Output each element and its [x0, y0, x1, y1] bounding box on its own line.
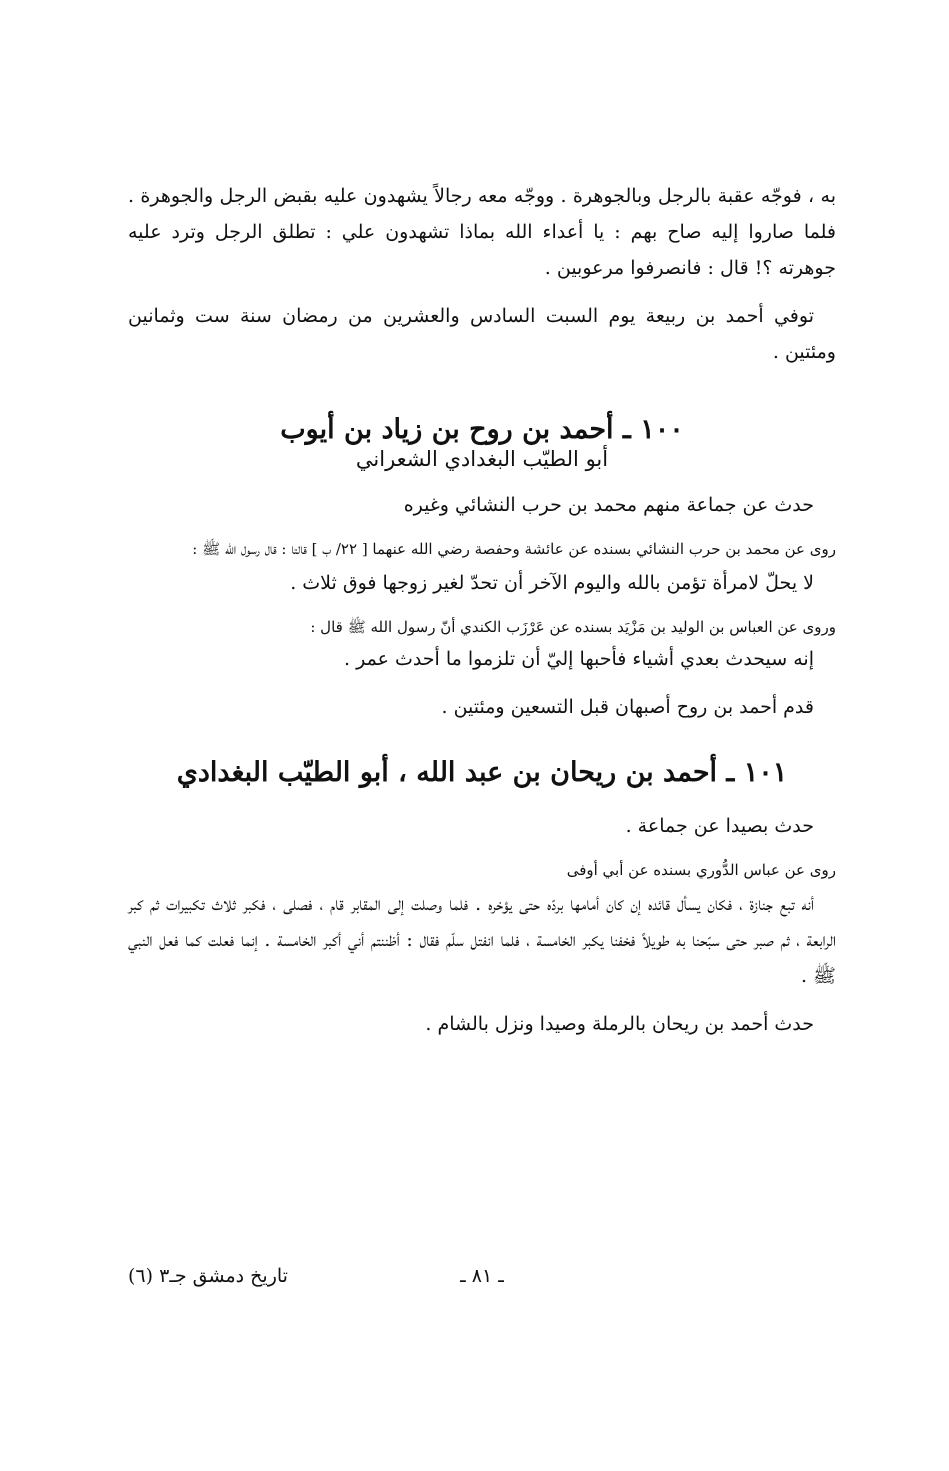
- entry-100-arrival-note: قدم أحمد بن روح أصبهان قبل التسعين ومئتين .: [441, 696, 814, 718]
- entry-101-closing-note: حدث أحمد بن ريحان بالرملة وصيدا ونزل بالشام .: [425, 1013, 814, 1035]
- entry-100-isnad-2: وروى عن العباس بن الوليد بن مَزْيَد بسنده عن عَرْزَب الكندي أنّ رسول الله ﷺ قال :: [310, 618, 836, 636]
- entry-100-subtitle: أبو الطيّب البغدادي الشعراني: [355, 447, 609, 471]
- entry-100-hadith-1: لا يحلّ لامرأة تؤمن بالله واليوم الآخر أن تحدّ لغير زوجها فوق ثلاث .: [290, 572, 814, 594]
- entry-100-narrated-from: حدث عن جماعة منهم محمد بن حرب النشائي وغيره: [403, 494, 814, 516]
- book-source-label: تاريخ دمشق جـ٣ (٦): [128, 1265, 288, 1287]
- entry-101-hadith: أنه تبع جنازة ، فكان يسأل قائده إن كان أمامها بردّه حتى يؤخره . فلما وصلت إلى المقابر قام ، فصلى ، فكبر ثلاث تكبيرات ثم كبر الرابعة ، ثم صبر حتى سبّحنا به طويلاً فخفنا يكبر الخامسة ، فلما انفتل سلّم فقال : أظننتم أني أكبر الخامسة . إنما فعلت كما فعل النبي ﷺ .: [128, 893, 836, 987]
- entry-101-title: ١٠١ ـ أحمد بن ريحان بن عبد الله ، أبو الطيّب البغدادي: [176, 757, 788, 788]
- entry-100-hadith-2: إنه سيحدث بعدي أشياء فأحبها إليّ أن تلزموا ما أحدث عمر .: [344, 648, 814, 670]
- page-footer: [128, 1265, 836, 1299]
- death-note-paragraph: توفي أحمد بن ربيعة يوم السبت السادس والعشرين من رمضان سنة ست وثمانين ومئتين .: [128, 305, 836, 363]
- entry-100-title: ١٠٠ ـ أحمد بن روح بن زياد بن أيوب: [280, 414, 684, 445]
- page-number: ـ ٨١ ـ: [460, 1265, 504, 1287]
- entry-101-narrated-from: حدث بصيدا عن جماعة .: [625, 815, 814, 837]
- page-body: [128, 178, 836, 1042]
- entry-100-isnad-1: روى عن محمد بن حرب النشائي بسنده عن عائشة وحفصة رضي الله عنهما [ ٢٢/ ب ] قالتا : قال رسول الله ﷺ :: [192, 540, 836, 558]
- entry-101-isnad: روى عن عباس الدُّوري بسنده عن أبي أوفى: [566, 861, 836, 879]
- opening-paragraph: به ، فوجّه عقبة بالرجل وبالجوهرة . ووجّه معه رجالاً يشهدون عليه بقبض الرجل والجوهرة . فلما صاروا إليه صاح بهم : يا أعداء الله بماذا تشهدون علي : تطلق الرجل وترد عليه جوهرته ؟! قال : فانصرفوا مرعوبين .: [128, 185, 836, 279]
